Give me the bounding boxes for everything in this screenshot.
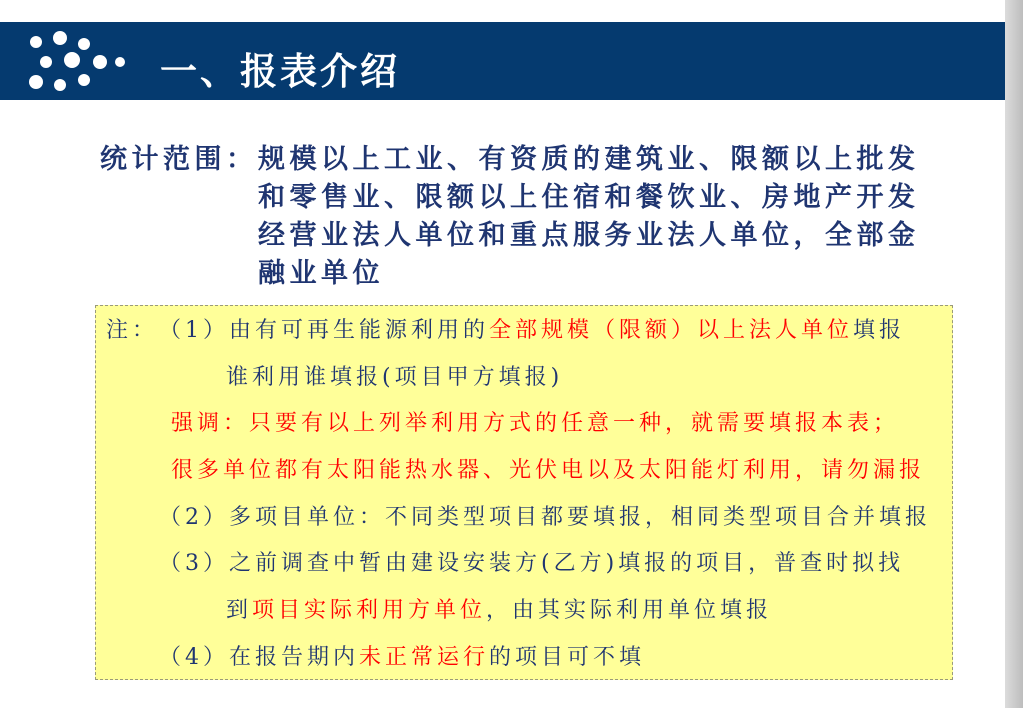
note-text: 的项目可不填 [489, 645, 646, 670]
note-text: （1）由有可再生能源利用的 [159, 318, 489, 343]
note-text: （4）在报告期内 [159, 645, 359, 670]
note-highlight: 强调：只要有以上列举利用方式的任意一种，就需要填报本表； [171, 411, 900, 436]
note-line [159, 316, 905, 346]
scope-line: 和零售业、限额以上住宿和餐饮业、房地产开发 [258, 182, 920, 213]
note-line [159, 503, 931, 533]
note-text: 填报 [853, 318, 906, 343]
note-highlight: 项目实际利用方单位 [252, 598, 487, 623]
note-highlight: 全部规模（限额）以上法人单位 [489, 318, 854, 343]
page-title: 一、报表介绍 [160, 50, 400, 93]
note-text: ，由其实际利用单位填报 [486, 598, 773, 623]
note-line [171, 409, 899, 439]
note-highlight: 未正常运行 [359, 645, 490, 670]
note-label: 注： [106, 318, 159, 343]
side-strip [1005, 0, 1023, 708]
scope-line: 融业单位 [258, 258, 384, 289]
note-text: 到 [226, 598, 253, 623]
note-line [226, 596, 772, 626]
header-bar [0, 22, 1005, 100]
note-line [171, 456, 925, 486]
note-line [159, 549, 904, 579]
scope-label: 统计范围： [100, 144, 258, 175]
note-text: （3）之前调查中暂由建设安装方(乙方)填报的项目，普查时拟找 [159, 551, 905, 576]
note-line [159, 643, 645, 673]
scope-line: 经营业法人单位和重点服务业法人单位，全部金 [258, 220, 920, 251]
dots-logo-icon [20, 28, 130, 96]
note-highlight: 很多单位都有太阳能热水器、光伏电以及太阳能灯利用，请勿漏报 [171, 458, 926, 483]
note-text: 谁利用谁填报(项目甲方填报) [226, 365, 564, 390]
scope-line: 规模以上工业、有资质的建筑业、限额以上批发 [258, 144, 920, 175]
note-text: （2）多项目单位：不同类型项目都要填报，相同类型项目合并填报 [159, 505, 931, 530]
note-line [226, 363, 563, 393]
note-box [95, 305, 953, 680]
